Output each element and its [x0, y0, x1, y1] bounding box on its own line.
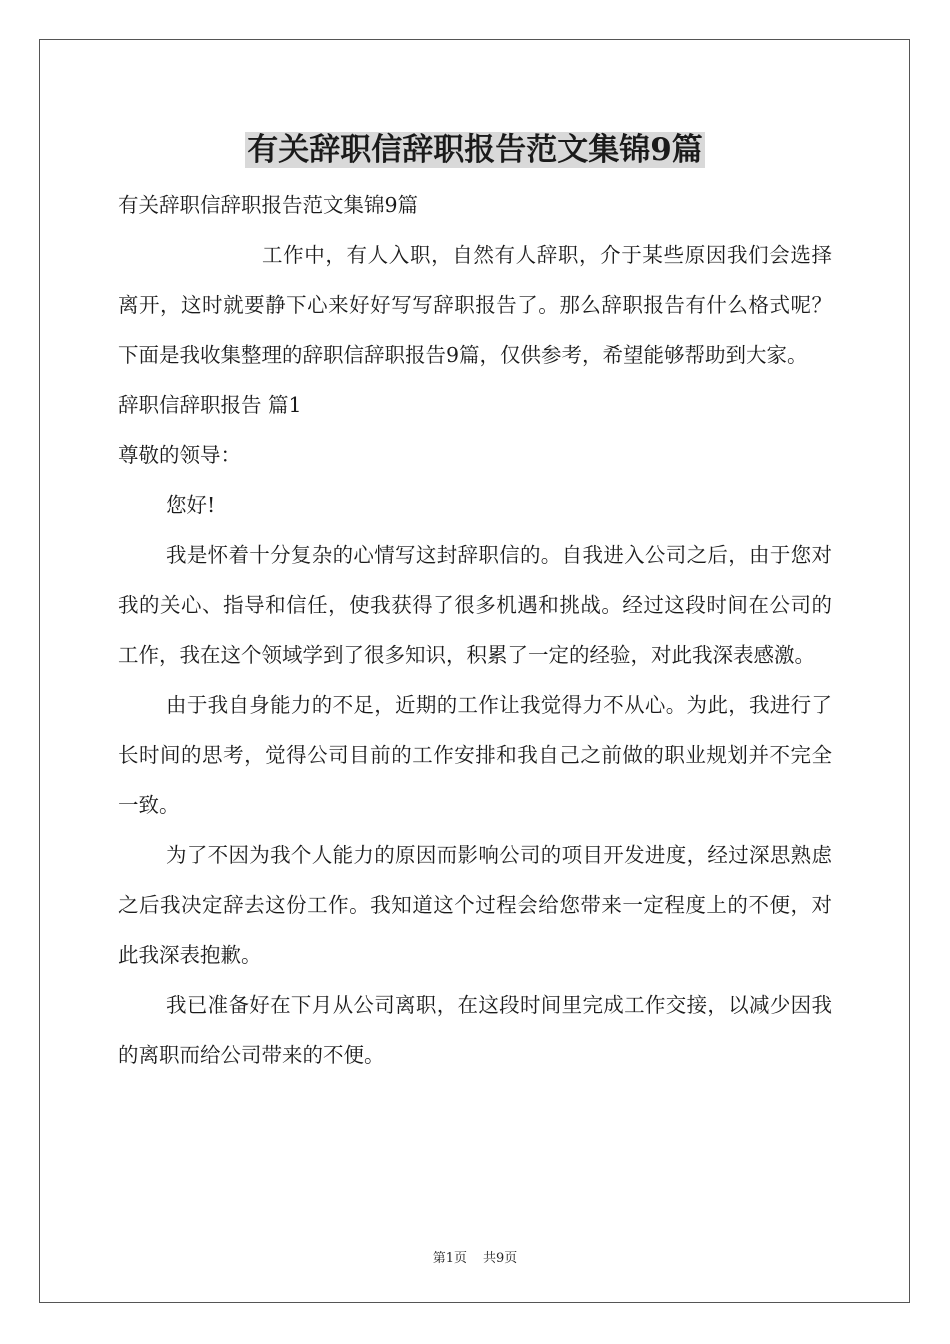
intro-paragraph: 工作中，有人入职，自然有人辞职，介于某些原因我们会选择离开，这时就要静下心来好好写写辞职报告了。那么辞职报告有什么格式呢？下面是我收集整理的辞职信辞职报告9篇，仅供参考，希望能够帮助到大家。 — [118, 243, 832, 367]
page-total: 共9页 — [483, 1251, 518, 1266]
document-title — [0, 128, 950, 172]
letter-paragraph: 为了不因为我个人能力的原因而影响公司的项目开发进度，经过深思熟虑之后我决定辞去这份工作。我知道这个过程会给您带来一定程度上的不便，对此我深表抱歉。 — [118, 843, 832, 967]
letter-paragraph: 我已准备好在下月从公司离职，在这段时间里完成工作交接，以减少因我的离职而给公司带来的不便。 — [118, 993, 832, 1067]
document-subtitle: 有关辞职信辞职报告范文集锦9篇 — [118, 193, 419, 217]
letter-salutation: 尊敬的领导： — [118, 443, 241, 467]
letter-paragraph: 我是怀着十分复杂的心情写这封辞职信的。自我进入公司之后，由于您对我的关心、指导和信任，使我获得了很多机遇和挑战。经过这段时间在公司的工作，我在这个领域学到了很多知识，积累了一定的经验，对此我深表感激。 — [118, 543, 832, 667]
page-footer — [0, 1247, 950, 1266]
document-body — [118, 180, 832, 1080]
page-number: 第1页 — [432, 1251, 467, 1266]
document-title-text: 有关辞职信辞职报告范文集锦9篇 — [247, 132, 703, 168]
letter-greeting: 您好! — [166, 493, 216, 517]
letter-paragraph: 由于我自身能力的不足，近期的工作让我觉得力不从心。为此，我进行了长时间的思考，觉得公司目前的工作安排和我自己之前做的职业规划并不完全一致。 — [118, 693, 832, 817]
section-heading: 辞职信辞职报告 篇1 — [118, 393, 302, 417]
